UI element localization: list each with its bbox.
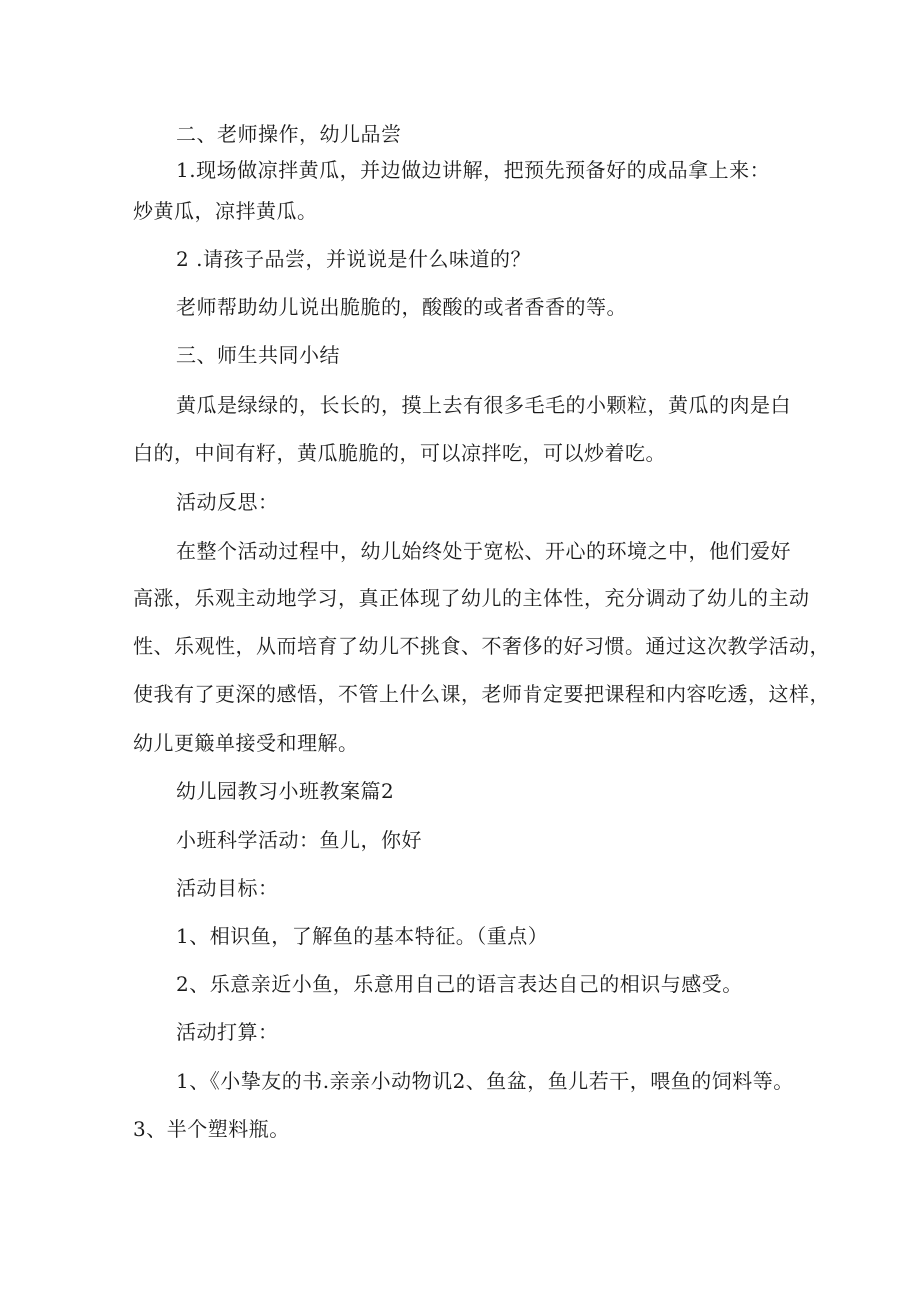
paragraph-line: 高涨，乐观主动地学习，真正体现了幼儿的主体性，充分调动了幼儿的主动 [133, 586, 810, 610]
paragraph-line: 使我有了更深的感悟，不管上什么课，老师肯定要把课程和内容吃透，这样， [133, 682, 830, 706]
section-heading-goals: 活动目标： [176, 876, 279, 900]
list-item: 1、《小挚友的书.亲亲小动物讥2、鱼盆，鱼儿若干，喂鱼的饲料等。 [176, 1069, 794, 1093]
paragraph-line: 1.现场做凉拌黄瓜，并边做边讲解，把预先预备好的成品拿上来： [176, 158, 771, 182]
paragraph-line: 在整个活动过程中，幼儿始终处于宽松、开心的环境之中，他们爱好 [176, 539, 791, 563]
list-item: 1、相识鱼，了解鱼的基本特征。（重点） [176, 924, 549, 948]
paragraph-line: 2 .请孩子品尝，并说说是什么味道的？ [176, 247, 531, 271]
paragraph-line: 炒黄瓜，凉拌黄瓜。 [133, 199, 318, 223]
section-heading-summary: 三、师生共同小结 [176, 343, 340, 367]
paragraph-line: 白的，中间有籽，黄瓜脆脆的，可以凉拌吃，可以炒着吃。 [133, 441, 666, 465]
list-item: 2、乐意亲近小鱼，乐意用自己的语言表达自己的相识与感受。 [176, 972, 743, 996]
paragraph-line: 性、乐观性，从而培育了幼儿不挑食、不奢侈的好习惯。通过这次教学活动， [133, 634, 830, 658]
list-item: 3、半个塑料瓶。 [133, 1117, 290, 1141]
paragraph-line: 黄瓜是绿绿的，长长的，摸上去有很多毛毛的小颗粒，黄瓜的肉是白 [176, 393, 791, 417]
section-heading-preparation: 活动打算： [176, 1020, 279, 1044]
section-heading-teacher-demo: 二、老师操作，幼儿品尝 [176, 122, 402, 146]
lesson-plan-title: 幼儿园教习小班教案篇2 [176, 779, 395, 803]
paragraph-line: 老师帮助幼儿说出脆脆的，酸酸的或者香香的等。 [176, 295, 627, 319]
paragraph-line: 幼儿更簸单接受和理解。 [133, 731, 359, 755]
section-heading-reflection: 活动反思： [176, 490, 279, 514]
activity-title: 小班科学活动：鱼儿，你好 [176, 828, 422, 852]
